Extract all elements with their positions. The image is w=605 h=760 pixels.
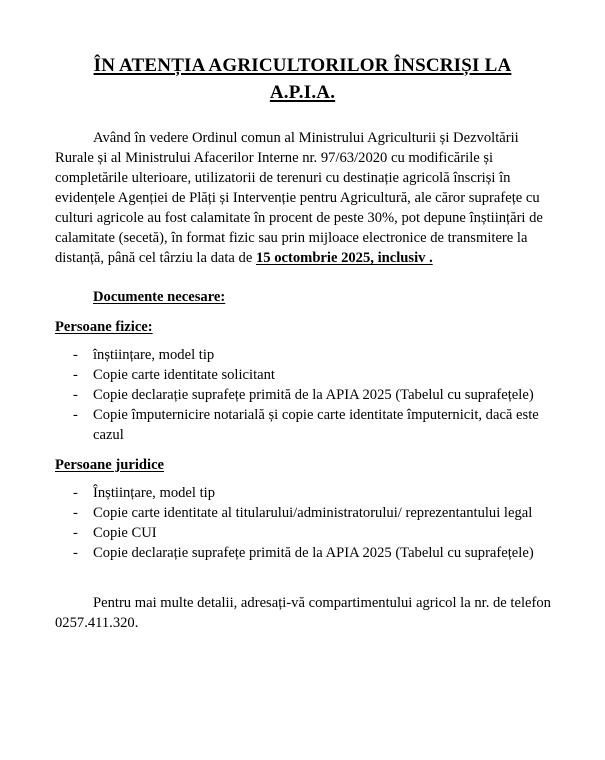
persoane-juridice-heading: Persoane juridice	[55, 457, 165, 473]
list-item-text: Copie carte identitate solicitant	[93, 367, 275, 383]
list-item-text: Înștiințare, model tip	[93, 485, 215, 501]
list-item	[55, 503, 555, 523]
list-item	[55, 405, 555, 445]
dash-bullet: -	[73, 545, 78, 561]
intro-text: Având în vedere Ordinul comun al Ministrului Agriculturii și Dezvoltării Rurale și al Ministrului Afacerilor Interne nr. 97/63/2020 cu modificările și completările ulterioare, utilizatorii de terenuri cu destinație agricolă înscriși în evidențele Agenției de Plăți și Intervenție pentru Agricultură, ale căror suprafețe cu culturi agricole au fost calamitate în procent de peste 30%, pot depune înștiințări de calamitate (secetă), în format fizic sau prin mijloace electronice de transmitere la distanță, până cel târziu la data de	[55, 130, 543, 266]
intro-paragraph	[55, 128, 555, 268]
list-item-text: Copie carte identitate al titularului/administratorului/ reprezentantului legal	[93, 505, 533, 521]
documents-heading: Documente necesare:	[93, 289, 226, 305]
list-item	[55, 483, 555, 503]
closing-paragraph: Pentru mai multe detalii, adresați-vă compartimentului agricol la nr. de telefon 0257.411.320.	[55, 595, 551, 631]
dash-bullet: -	[73, 367, 78, 383]
list-item-text: Copie declarație suprafețe primită de la APIA 2025 (Tabelul cu suprafețele)	[93, 545, 534, 561]
list-item-text: Copie împuternicire notarială și copie carte identitate împuternicit, dacă este cazul	[93, 407, 539, 443]
document-title	[55, 52, 550, 106]
deadline-text: 15 octombrie 2025, inclusiv .	[255, 250, 433, 266]
dash-bullet: -	[73, 505, 78, 521]
list-item	[55, 345, 555, 365]
dash-bullet: -	[73, 387, 78, 403]
title-line-1: ÎN ATENȚIA AGRICULTORILOR ÎNSCRIȘI LA	[93, 55, 512, 76]
title-line-2: A.P.I.A.	[269, 82, 336, 103]
dash-bullet: -	[73, 525, 78, 541]
persoane-juridice-list	[55, 483, 555, 563]
list-item	[55, 385, 555, 405]
list-item-text: înștiințare, model tip	[93, 347, 215, 363]
list-item	[55, 365, 555, 385]
persoane-fizice-heading: Persoane fizice:	[55, 319, 153, 335]
list-item-text: Copie CUI	[93, 525, 157, 541]
list-item	[55, 523, 555, 543]
dash-bullet: -	[73, 407, 78, 423]
list-item-text: Copie declarație suprafețe primită de la APIA 2025 (Tabelul cu suprafețele)	[93, 387, 534, 403]
persoane-fizice-list	[55, 345, 555, 445]
dash-bullet: -	[73, 347, 78, 363]
list-item	[55, 543, 555, 563]
dash-bullet: -	[73, 485, 78, 501]
